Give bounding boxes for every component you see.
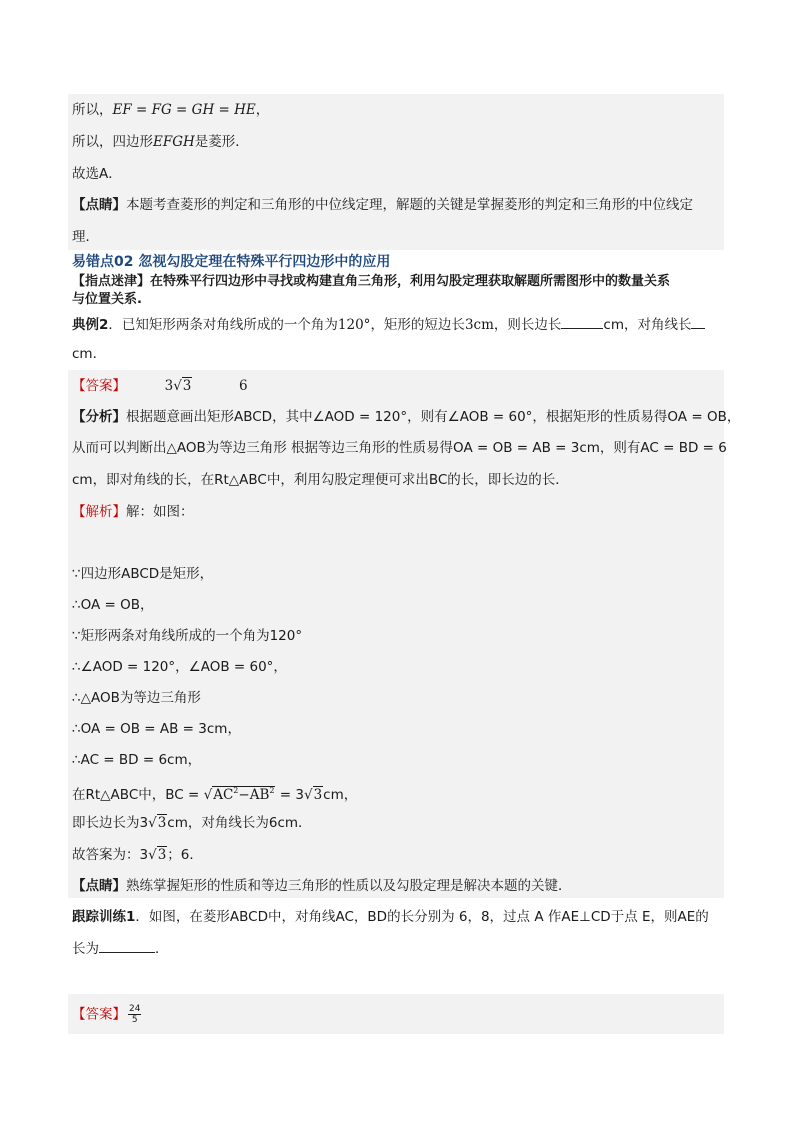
solution-step-2: ∴OA = OB， (72, 597, 154, 613)
answer2-line (72, 1004, 141, 1025)
example-question: 典例2．已知矩形两条对角线所成的一个角为120°，矩形的短边长3cm，则长边长 cm，对角线长 (72, 314, 705, 335)
solution-step-8: 在Rt△ABC中，BC = $√AC^2-AB^2 = 3√3cm$， (72, 781, 357, 805)
sqrt-symbol: √3 (173, 378, 192, 394)
comment2-line: 【点睛】熟练掌握矩形的性质和等边三角形的性质以及勾股定理是解决本题的关键． (72, 878, 572, 894)
sqrt-symbol: √3 (148, 815, 167, 831)
answer-blank-3[interactable] (99, 938, 155, 953)
analysis-line-3: cm，即对角线的长，在Rt△ABC中，利用勾股定理便可求出BC的长，即长边的长． (72, 472, 569, 488)
guide-line-1: 【指点迷津】在特殊平行四边形中寻找或构建直角三角形，利用勾股定理获取解题所需图形中的数量关系 (72, 274, 671, 289)
answer-line: 【答案】 3√3 6 (72, 378, 248, 394)
solution-step-10: 故答案为：3√3；6． (72, 847, 203, 863)
solution-tag: 【解析】 (72, 504, 126, 520)
answer-block (68, 370, 724, 556)
answer2-block (68, 994, 724, 1034)
analysis-line-2: 从而可以判断出△AOB为等边三角形 根据等边三角形的性质易得OA = OB = AB = 3cm，则有AC = BD = 6 (72, 440, 727, 456)
prev-line-1: 所以，EF = FG = GH = HE， (72, 102, 270, 118)
solution-step-7: ∴AC = BD = 6cm， (72, 752, 202, 768)
example-label: 典例2 (72, 317, 109, 333)
solution-step-1: ∵四边形ABCD是矩形， (72, 566, 214, 582)
prev-line-3: 故选A． (72, 166, 122, 182)
practice-label: 跟踪训练1 (72, 909, 136, 925)
guide-line-2: 与位置关系. (72, 292, 142, 307)
sqrt-symbol: $√AC^2-AB^2$ (203, 786, 275, 803)
answer2-fraction: $\frac{24}{5}$ (129, 1004, 141, 1025)
comment-tag: 【点睛】 (72, 197, 126, 213)
prev-line-2: 所以，四边形EFGH是菱形． (72, 134, 249, 150)
sqrt-symbol: √3 (303, 787, 323, 803)
practice-question-cont: 长为 ． (72, 938, 169, 959)
answer-blank-2[interactable] (691, 314, 705, 329)
sqrt-symbol: √3 (148, 847, 167, 863)
solution-step-6: ∴OA = OB = AB = 3cm， (72, 721, 241, 737)
prev-comment: 【点睛】本题考查菱形的判定和三角形的中位线定理，解题的关键是掌握菱形的判定和三角形的中位线定 (72, 197, 693, 213)
section-heading: 易错点02 忽视勾股定理在特殊平行四边形中的应用 (72, 254, 391, 270)
answer-blank-1[interactable] (561, 314, 603, 329)
prev-comment-cont: 理． (72, 229, 99, 245)
practice-question: 跟踪训练1．如图，在菱形ABCD中，对角线AC，BD的长分别为 6，8，过点 A 作AE⊥CD于点 E，则AE的 (72, 909, 709, 925)
solution-step-3: ∵矩形两条对角线所成的一个角为120° (72, 628, 303, 644)
answer-tag: 【答案】 (72, 378, 126, 394)
analysis-tag: 【分析】 (72, 409, 126, 425)
solution-step-5: ∴△AOB为等边三角形 (72, 690, 201, 706)
analysis-line-1: 【分析】根据题意画出矩形ABCD，其中∠AOD = 120°，则有∠AOB = 60°，根据矩形的性质易得OA = OB， (72, 409, 741, 425)
solution-step-4: ∴∠AOD = 120°，∠AOB = 60°， (72, 659, 287, 675)
answer2-tag: 【答案】 (72, 1006, 126, 1023)
solution-step-9: 即长边长为3√3cm，对角线长为6cm． (72, 815, 312, 831)
comment2-tag: 【点睛】 (72, 878, 126, 894)
solution-intro: 【解析】解：如图： (72, 504, 194, 520)
example-question-cont: cm． (72, 346, 107, 362)
